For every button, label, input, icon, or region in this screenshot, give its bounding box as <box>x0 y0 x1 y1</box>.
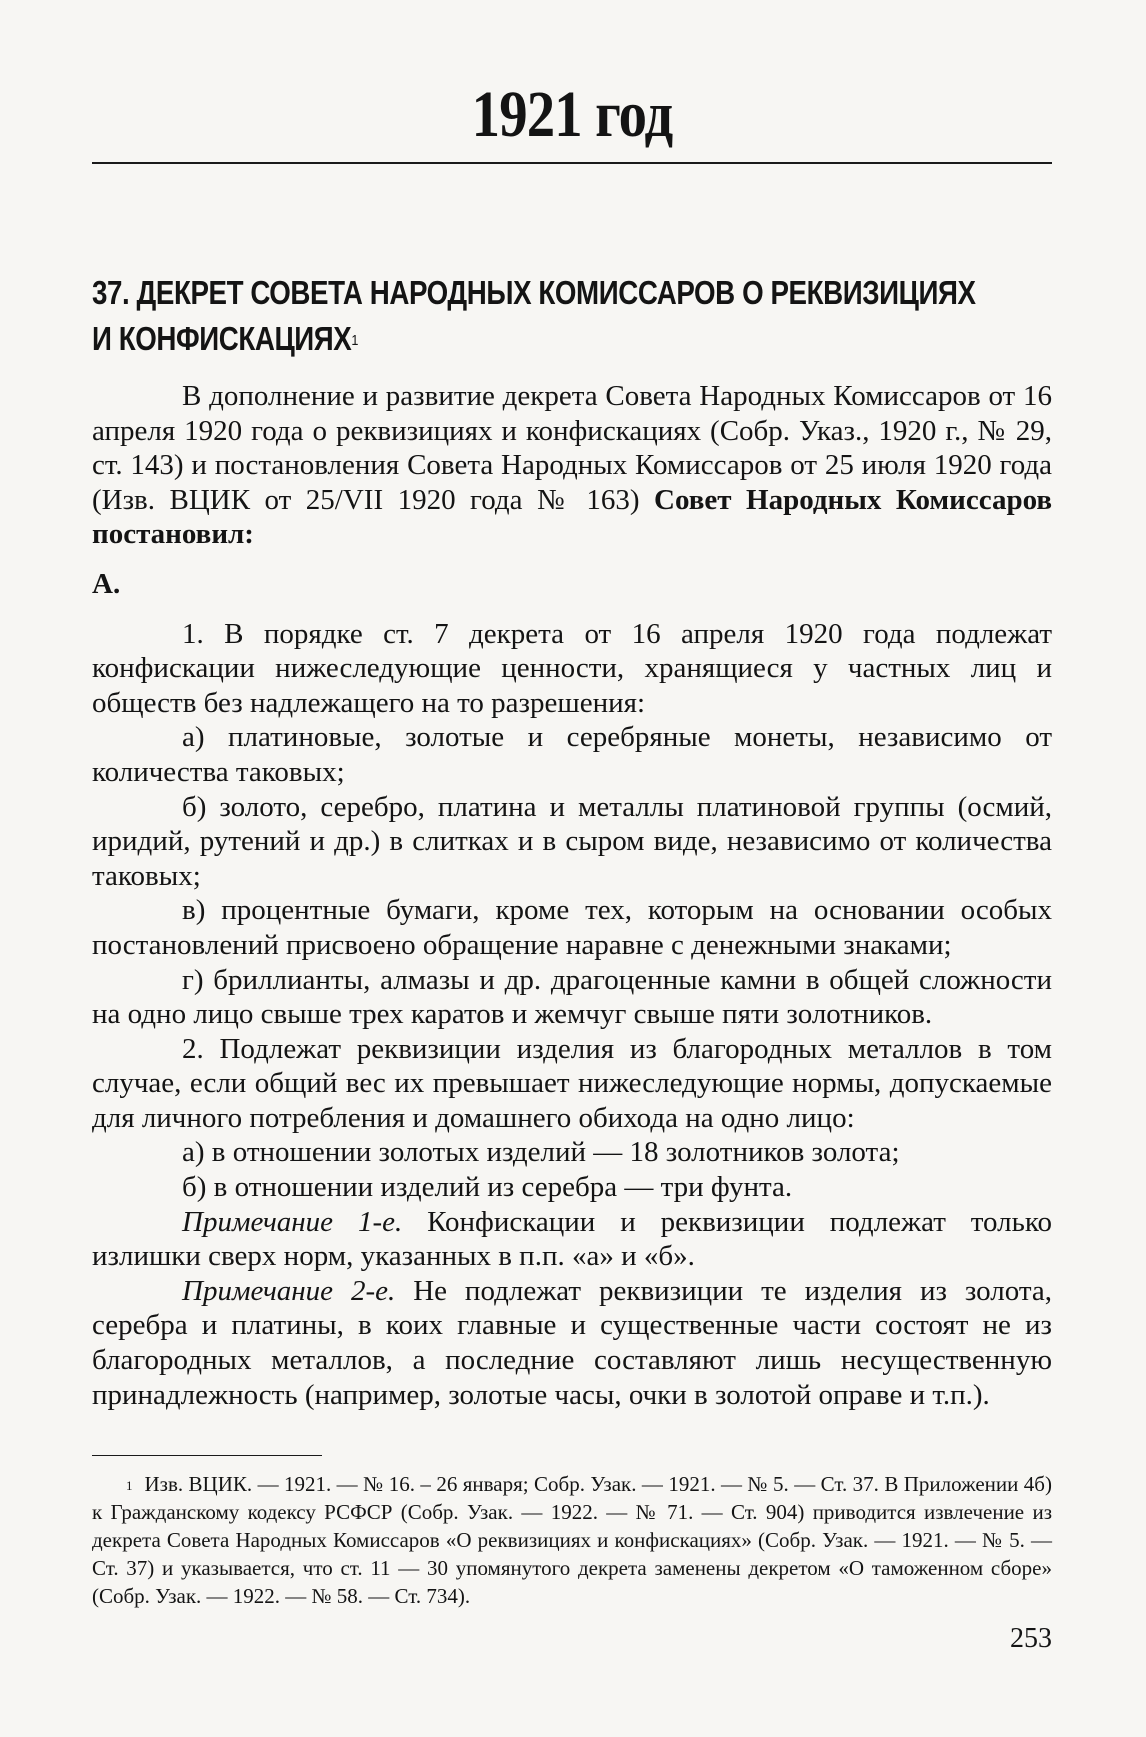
note-1-label: Примечание 1-е. <box>182 1205 403 1238</box>
paragraph-1: 1. В порядке ст. 7 декрета от 16 апреля 1920 года подлежат конфискации нижеследующие ценности, хранящиеся у частных лиц и обществ без надлежащего на то разрешения: <box>92 617 1052 719</box>
title-line-2 <box>92 316 982 362</box>
item-1g: г) бриллианты, алмазы и др. драгоценные камни в общей сложности на одно лицо свыше трех каратов и жемчуг свыше пяти золотников. <box>92 963 1052 1031</box>
book-page <box>92 0 1052 1737</box>
preamble-bold: Совет Народных Комиссаров постановил: <box>92 483 1053 551</box>
title-line-1: 37. ДЕКРЕТ СОВЕТА НАРОДНЫХ КОМИССАРОВ О РЕКВИЗИЦИЯХ <box>92 274 976 311</box>
preamble-text: В дополнение и развитие декрета Совета Народных Комиссаров от 16 апреля 1920 года о реквизициях и конфискациях (Собр. Указ., 1920 г., № 29, ст. 143) и постановления Совета Народных Комиссаров от 25 июля 1920 года (Изв. ВЦИК от 25/VII 1920 года № 163) <box>92 380 1052 516</box>
note-1-text: Конфискации и реквизиции подлежат только излишки сверх норм, указанных в п.п. «а» и «б». <box>92 1205 1052 1273</box>
section-letter-text: А. <box>92 567 121 600</box>
footnote-mark: 1 <box>126 1478 133 1493</box>
running-title: 1921 год <box>471 78 673 151</box>
document-title <box>92 270 982 362</box>
item-2b: б) в отношении изделий из серебра — три фунта. <box>182 1171 793 1204</box>
document-body <box>92 379 1052 1412</box>
section-letter <box>92 567 1052 602</box>
page-number: 253 <box>1010 1623 1052 1654</box>
item-1b: б) золото, серебро, платина и металлы платиновой группы (осмий, иридий, рутений и др.) в слитках и в сыром виде, независимо от количества таковых; <box>92 790 1052 892</box>
title-footnote-ref[interactable]: 1 <box>351 332 358 349</box>
paragraph-2: 2. Подлежат реквизиции изделия из благородных металлов в том случае, если общий вес их превышает нижеследующие нормы, допускаемые для личного потребления и домашнего обихода на одно лицо: <box>92 1032 1052 1134</box>
title-line-2-text: И КОНФИСКАЦИЯХ <box>92 320 352 357</box>
note-1 <box>92 1205 1052 1274</box>
note-2-text: Не подлежат реквизиции те изделия из золота, серебра и платины, в коих главные и существенные части состоят не из благородных металлов, а последние составляют лишь несущественную принадлежность (например, золотые часы, очки в золотой оправе и т.п.). <box>92 1274 1052 1411</box>
footnote-rule <box>92 1455 322 1456</box>
item-1a: а) платиновые, золотые и серебряные монеты, независимо от количества таковых; <box>92 721 1052 788</box>
footnote <box>92 1470 1052 1610</box>
header-rule <box>92 162 1052 164</box>
note-2 <box>92 1274 1052 1412</box>
note-2-label: Примечание 2-е. <box>182 1274 396 1307</box>
preamble <box>92 379 1052 552</box>
item-1v: в) процентные бумаги, кроме тех, которым на основании особых постановлений присвоено обращение наравне с денежными знаками; <box>92 894 1052 961</box>
item-2a: а) в отношении золотых изделий — 18 золотников золота; <box>182 1136 900 1169</box>
footnote-text: Изв. ВЦИК. — 1921. — № 16. – 26 января; Собр. Узак. — 1921. — № 5. — Ст. 37. В Приложении 4б) к Гражданскому кодексу РСФСР (Собр. Узак. — 1922. — № 71. — Ст. 904) приводится извлечение из декрета Совета Народных Комиссаров «О реквизициях и конфискациях» (Собр. Узак. — 1921. — № 5. — Ст. 37) и указывается, что ст. 11 — 30 упомянутого декрета заменены декретом «О таможенном сборе» (Собр. Узак. — 1922. — № 58. — Ст. 734). <box>92 1472 1052 1608</box>
